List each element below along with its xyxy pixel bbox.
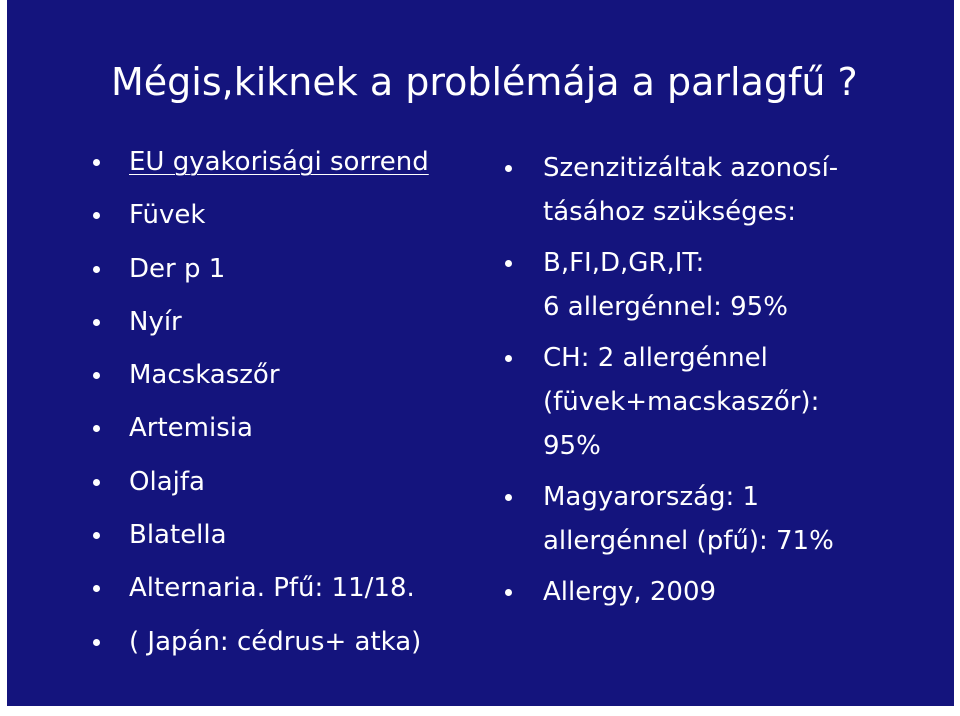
list-item-line: CH: 2 allergénnel	[543, 343, 768, 373]
bullet-icon	[505, 165, 512, 172]
list-item-line: 95%	[543, 431, 601, 461]
bullet-icon	[93, 532, 100, 539]
list-item	[543, 146, 838, 234]
list-item-line: tásához szükséges:	[543, 197, 796, 227]
bullet-icon	[93, 479, 100, 486]
bullet-icon	[93, 425, 100, 432]
bullet-icon	[505, 260, 512, 267]
right-bullet-list	[543, 146, 838, 621]
bullet-icon	[93, 319, 100, 326]
list-item-line: Szenzitizáltak azonosí-	[543, 153, 839, 183]
bullet-icon	[93, 585, 100, 592]
bullet-icon	[505, 355, 512, 362]
left-bullet-list	[129, 136, 429, 669]
list-item-line: B,FI,D,GR,IT:	[543, 248, 705, 278]
list-item	[129, 562, 429, 615]
slide-title: Mégis,kiknek a problémája a parlagfű ?	[111, 60, 858, 104]
bullet-icon	[93, 212, 100, 219]
list-item	[129, 509, 429, 562]
list-item	[543, 241, 838, 329]
list-item-text: Nyír	[129, 306, 182, 337]
list-item	[543, 570, 838, 614]
list-item-text: Füvek	[129, 200, 206, 231]
list-item-text: Alternaria. Pfű: 11/18.	[129, 573, 415, 604]
bullet-icon	[93, 266, 100, 273]
slide-panel	[7, 0, 954, 706]
bullet-icon	[93, 372, 100, 379]
list-item-text: Olajfa	[129, 466, 205, 497]
list-item-line: allergénnel (pfű): 71%	[543, 526, 834, 556]
list-item-text: Artemisia	[129, 413, 253, 444]
list-item-line: Allergy, 2009	[543, 577, 717, 607]
list-item-text: EU gyakorisági sorrend	[129, 147, 429, 177]
list-item	[129, 402, 429, 455]
list-item-text: Macskaszőr	[129, 360, 280, 391]
list-item	[129, 349, 429, 402]
list-item-text: Blatella	[129, 520, 227, 551]
list-item	[543, 475, 838, 563]
list-item	[543, 336, 838, 468]
list-item-text: Der p 1	[129, 253, 226, 284]
list-item	[129, 243, 429, 296]
list-item	[129, 616, 429, 669]
list-item-line: 6 allergénnel: 95%	[543, 292, 788, 322]
list-item	[129, 136, 429, 189]
list-item-line: Magyarország: 1	[543, 482, 760, 512]
list-item-line: (füvek+macskaszőr):	[543, 387, 820, 417]
bullet-icon	[505, 494, 512, 501]
list-item	[129, 456, 429, 509]
bullet-icon	[93, 639, 100, 646]
list-item	[129, 296, 429, 349]
list-item-text: ( Japán: cédrus+ atka)	[129, 626, 422, 657]
bullet-icon	[505, 589, 512, 596]
list-item	[129, 189, 429, 242]
bullet-icon	[93, 159, 100, 166]
